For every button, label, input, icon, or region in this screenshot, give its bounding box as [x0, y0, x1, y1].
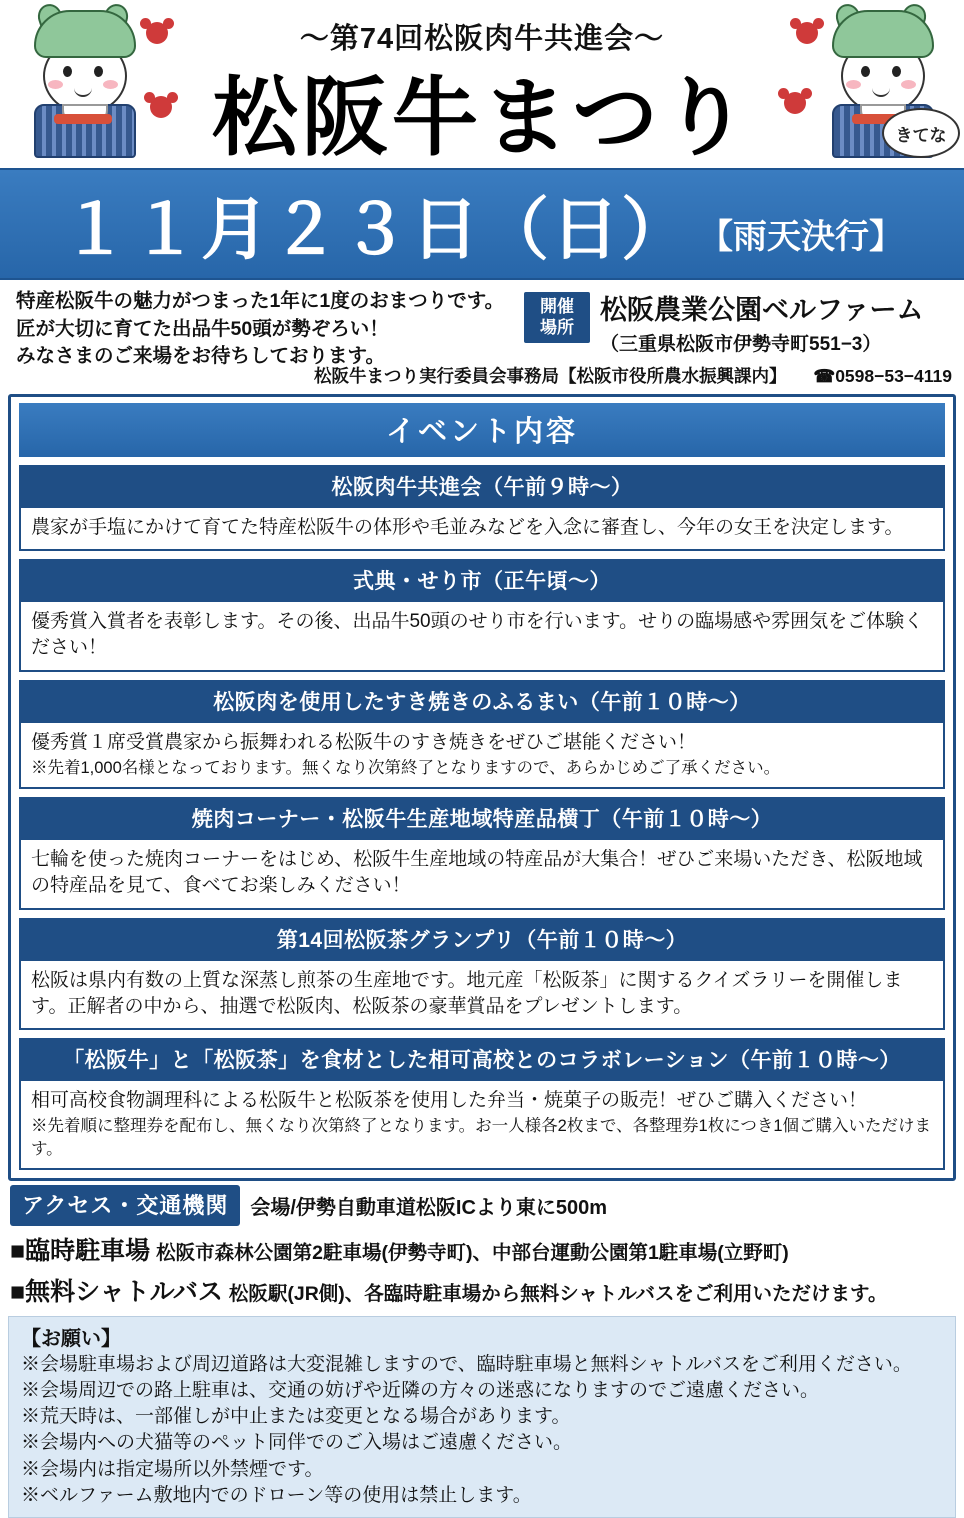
- event-description: 農家が手塩にかけて育てた特産松阪牛の体形や毛並みなどを入念に審査し、今年の女王を決定します。: [31, 517, 904, 538]
- access-item-value: 松阪市森林公園第2駐車場(伊勢寺町)、中部台運動公園第1駐車場(立野町): [156, 1241, 789, 1264]
- access-route-note: 会場/伊勢自動車道松阪ICより東に500m: [250, 1196, 608, 1219]
- event-description: 優秀賞１席受賞農家から振舞われる松阪牛のすき焼きをぜひご堪能ください！: [31, 731, 697, 753]
- venue-label-line2: 場所: [540, 318, 574, 338]
- rain-policy-note: 【雨天決行】: [699, 217, 903, 256]
- event-item: [19, 797, 945, 909]
- event-description: 相可高校食物調理科による松阪牛と松阪茶を使用した弁当・焼菓子の販売！ぜひご購入ください！: [31, 1090, 868, 1112]
- contact-line: [314, 363, 952, 388]
- event-body: [19, 723, 945, 789]
- event-body: [19, 840, 945, 909]
- event-item: [19, 680, 945, 789]
- venue-label: [524, 292, 590, 343]
- mascot-speech-balloon: きてな: [882, 108, 960, 158]
- poster-header: [0, 0, 964, 168]
- access-item-value: 松阪駅(JR側)、各臨時駐車場から無料シャトルバスをご利用いただけます。: [228, 1282, 888, 1305]
- event-body: [19, 961, 945, 1030]
- notice-item: ※会場内への犬猫等のペット同伴でのご入場はご遠慮ください。: [21, 1432, 573, 1454]
- notice-item: ※会場内は指定場所以外禁煙です。: [21, 1458, 324, 1480]
- access-item-parking: [10, 1231, 954, 1267]
- event-panel: [8, 394, 956, 1181]
- access-header-row: [10, 1185, 954, 1226]
- event-description: 優秀賞入賞者を表彰します。その後、出品牛50頭のせり市を行います。せりの臨場感や雰囲気をご体験ください！: [31, 611, 924, 659]
- event-date-band: [0, 168, 964, 280]
- event-description: 七輪を使った焼肉コーナーをはじめ、松阪牛生産地域の特産品が大集合！ぜひご来場いただき、松阪地域の特産品を見て、食べてお楽しみください！: [31, 849, 923, 897]
- event-title: 松阪肉を使用したすき焼きのふるまい（午前１０時〜）: [19, 680, 945, 723]
- access-item-label: ■臨時駐車場: [10, 1236, 151, 1265]
- notice-item: ※荒天時は、一部催しが中止または変更となる場合があります。: [21, 1406, 571, 1428]
- event-description: 松阪は県内有数の上質な深蒸し煎茶の生産地です。地元産「松阪茶」に関するクイズラリーを開催します。正解者の中から、抽選で松阪肉、松阪茶の豪華賞品をプレゼントします。: [31, 969, 903, 1017]
- venue-address: （三重県松阪市伊勢寺町551−3）: [600, 334, 882, 355]
- event-body: [19, 1081, 945, 1170]
- event-title: 焼肉コーナー・松阪牛生産地域特産品横丁（午前１０時〜）: [19, 797, 945, 840]
- poster-subtitle: 〜第74回松阪肉牛共進会〜: [299, 23, 665, 55]
- intro-line-2: 匠が大切に育てた出品牛50頭が勢ぞろい！: [16, 317, 389, 340]
- event-body: [19, 602, 945, 671]
- venue-block: [524, 288, 954, 356]
- notice-title: 【お願い】: [21, 1327, 121, 1350]
- access-item-label: ■無料シャトルバス: [10, 1277, 223, 1306]
- event-item: [19, 465, 945, 551]
- venue-name: 松阪農業公園ベルファーム: [600, 295, 924, 325]
- access-item-shuttle: [10, 1272, 954, 1308]
- event-title: 第14回松阪茶グランプリ（午前１０時〜）: [19, 918, 945, 961]
- poster-title: 松阪牛まつり: [212, 68, 752, 168]
- venue-label-line1: 開催: [540, 297, 574, 316]
- event-panel-banner: イベント内容: [19, 403, 945, 457]
- event-note: ※先着順に整理券を配布し、無くなり次第終了となります。お一人様各2枚まで、各整理券1枚につき1個ご購入いただけます。: [31, 1117, 932, 1158]
- event-title: 松阪肉牛共進会（午前９時〜）: [19, 465, 945, 508]
- access-section: [10, 1185, 954, 1308]
- intro-line-3: みなさまのご来場をお待ちしております。: [16, 345, 385, 368]
- intro-line-1: 特産松阪牛の魅力がつまった1年に1度のおまつりです。: [16, 290, 505, 312]
- event-note: ※先着1,000名様となっております。無くなり次第終了となりますので、あらかじめご了承ください。: [31, 758, 781, 777]
- event-item: [19, 918, 945, 1030]
- event-date: １１月２３日（日）: [60, 190, 691, 270]
- intro-section: [0, 280, 964, 390]
- event-title: 式典・せり市（正午頃〜）: [19, 559, 945, 602]
- access-label: アクセス・交通機関: [10, 1185, 240, 1226]
- intro-text: [16, 288, 536, 371]
- notice-section: [8, 1316, 956, 1518]
- event-title: 「松阪牛」と「松阪茶」を食材とした相可高校とのコラボレーション（午前１０時〜）: [19, 1038, 945, 1081]
- notice-item: ※会場周辺での路上駐車は、交通の妨げや近隣の方々の迷惑になりますのでご遠慮ください。: [21, 1379, 820, 1401]
- contact-phone: ☎0598−53−4119: [813, 366, 952, 386]
- notice-item: ※ベルファーム敷地内でのドローン等の使用は禁止します。: [21, 1484, 532, 1506]
- notice-item: ※会場駐車場および周辺道路は大変混雑しますので、臨時駐車場と無料シャトルバスをご利用ください。: [21, 1353, 912, 1375]
- event-item: [19, 1038, 945, 1170]
- event-item: [19, 559, 945, 671]
- event-body: [19, 508, 945, 551]
- contact-office: 松阪牛まつり実行委員会事務局【松阪市役所農水振興課内】: [314, 366, 787, 386]
